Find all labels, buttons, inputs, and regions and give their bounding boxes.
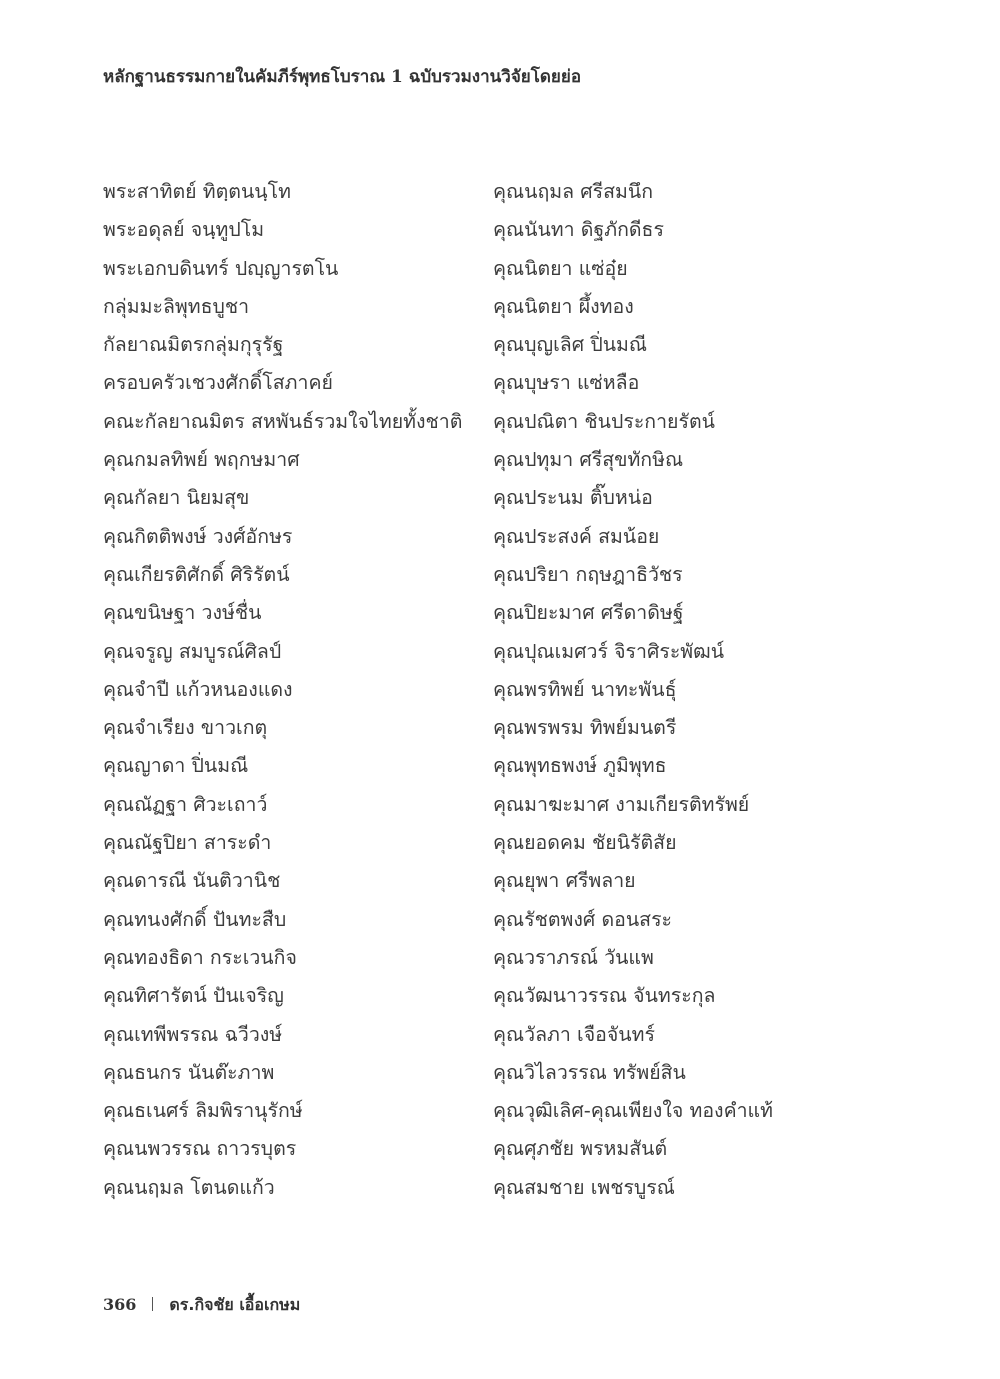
name-entry: คุณพุทธพงษ์ ภูมิพุทธ	[493, 754, 667, 778]
name-entry: กลุ่มมะลิพุทธบูชา	[103, 294, 250, 318]
footer-separator	[152, 1297, 153, 1311]
name-entry: คุณขนิษฐา วงษ์ชื่น	[103, 601, 262, 625]
name-entry: คุณวัลภา เจือจันทร์	[493, 1022, 655, 1046]
name-entry: คุณนฤมล โตนดแก้ว	[103, 1175, 275, 1199]
name-entry: คุณปิยะมาศ ศรีดาดิษฐ์	[493, 601, 684, 625]
name-entry: คุณทิศารัตน์ ปันเจริญ	[103, 984, 284, 1008]
name-entry: คุณรัชตพงศ์ ดอนสระ	[493, 907, 673, 931]
name-entry: กัลยาณมิตรกลุ่มกุรุรัฐ	[103, 333, 284, 357]
names-column-left	[103, 175, 483, 1209]
name-entry: คุณพรพรม ทิพย์มนตรี	[493, 716, 677, 740]
name-entry: คุณณัฏฐา ศิวะเถาว์	[103, 792, 268, 816]
names-column-right	[493, 175, 973, 1209]
name-entry: คุณวิไลวรรณ ทรัพย์สิน	[493, 1060, 686, 1084]
name-entry: คุณวัฒนาวรรณ จันทระกุล	[493, 984, 716, 1008]
name-entry: คุณธนกร นันต๊ะภาพ	[103, 1060, 275, 1084]
name-entry: คุณวุฒิเลิศ-คุณเพียงใจ ทองคำแท้	[493, 1099, 773, 1123]
name-entry: คุณทนงศักดิ์ ปันทะสืบ	[103, 907, 287, 931]
name-entry: คุณยอดคม ชัยนิรัติสัย	[493, 831, 677, 855]
page-footer	[103, 1293, 300, 1318]
name-entry: คุณมาฆะมาศ งามเกียรติทรัพย์	[493, 792, 750, 816]
name-entry: คุณยุพา ศรีพลาย	[493, 869, 636, 893]
name-entry: คุณเกียรติศักดิ์ ศิริรัตน์	[103, 562, 290, 586]
name-entry: คุณจรูญ สมบูรณ์ศิลป์	[103, 639, 282, 663]
name-entry: คุณจำเรียง ขาวเกตุ	[103, 716, 268, 740]
name-entry: คุณบุษรา แซ่หลือ	[493, 371, 640, 395]
name-entry: คุณทองธิดา กระเวนกิจ	[103, 945, 297, 969]
name-entry: คุณกิตติพงษ์ วงศ์อักษร	[103, 524, 293, 548]
name-entry: คุณบุญเลิศ ปิ่นมณี	[493, 333, 647, 357]
name-entry: คุณประนม ติ๊บหน่อ	[493, 486, 653, 510]
author-name: ดร.กิจชัย เอื้อเกษม	[169, 1295, 301, 1314]
name-entry: คุณนิตยา ผึ้งทอง	[493, 294, 634, 318]
name-entry: คุณนิตยา แซ่อุ๋ย	[493, 256, 628, 280]
name-entry: คุณศุภชัย พรหมสันต์	[493, 1137, 668, 1161]
name-entry: คุณนันทา ดิฐภักดีธร	[493, 218, 664, 242]
name-entry: คุณธเนศร์ ลิมพิรานุรักษ์	[103, 1099, 303, 1123]
name-entry: คุณนฤมล ศรีสมนึก	[493, 180, 654, 203]
name-entry: พระอดุลย์ จนฺทูปโม	[103, 218, 265, 242]
name-entry: คุณดารณี นันติวานิช	[103, 869, 281, 893]
name-entry: คุณปริยา กฤษฎาธิวัชร	[493, 562, 683, 586]
name-entry: คุณปุณเมศวร์ จิราศิระพัฒน์	[493, 639, 725, 663]
page-number: 366	[103, 1295, 137, 1314]
name-entry: พระสาทิตย์ ทิตฺตนนฺโท	[103, 180, 291, 203]
name-entry: คุณประสงค์ สมน้อย	[493, 524, 660, 548]
name-entry: คุณปณิตา ชินประกายรัตน์	[493, 409, 715, 433]
name-entry: คุณพรทิพย์ นาทะพันธุ์	[493, 677, 677, 701]
name-entry: คุณนพวรรณ ถาวรบุตร	[103, 1137, 297, 1161]
name-entry: คุณสมชาย เพชรบูรณ์	[493, 1175, 675, 1199]
name-entry: คุณกัลยา นิยมสุข	[103, 486, 250, 510]
name-entry: คุณกมลทิพย์ พฤกษมาศ	[103, 448, 300, 472]
name-entry: คุณเทพีพรรณ ฉวีวงษ์	[103, 1022, 283, 1046]
name-entry: ครอบครัวเชวงศักดิ์โสภาคย์	[103, 371, 333, 395]
name-entry: คุณญาดา ปิ่นมณี	[103, 754, 249, 778]
name-entry: คณะกัลยาณมิตร สหพันธ์รวมใจไทยทั้งชาติ	[103, 409, 463, 433]
name-entry: คุณวราภรณ์ วันแพ	[493, 945, 654, 969]
running-header: หลักฐานธรรมกายในคัมภีร์พุทธโบราณ 1 ฉบับรวมงานวิจัยโดยย่อ	[103, 67, 582, 87]
name-entry: คุณปทุมา ศรีสุขทักษิณ	[493, 448, 684, 472]
name-entry: พระเอกบดินทร์ ปญฺญารตโน	[103, 256, 339, 280]
name-entry: คุณณัฐปิยา สาระดำ	[103, 831, 272, 855]
name-entry: คุณจำปี แก้วหนองแดง	[103, 677, 293, 701]
